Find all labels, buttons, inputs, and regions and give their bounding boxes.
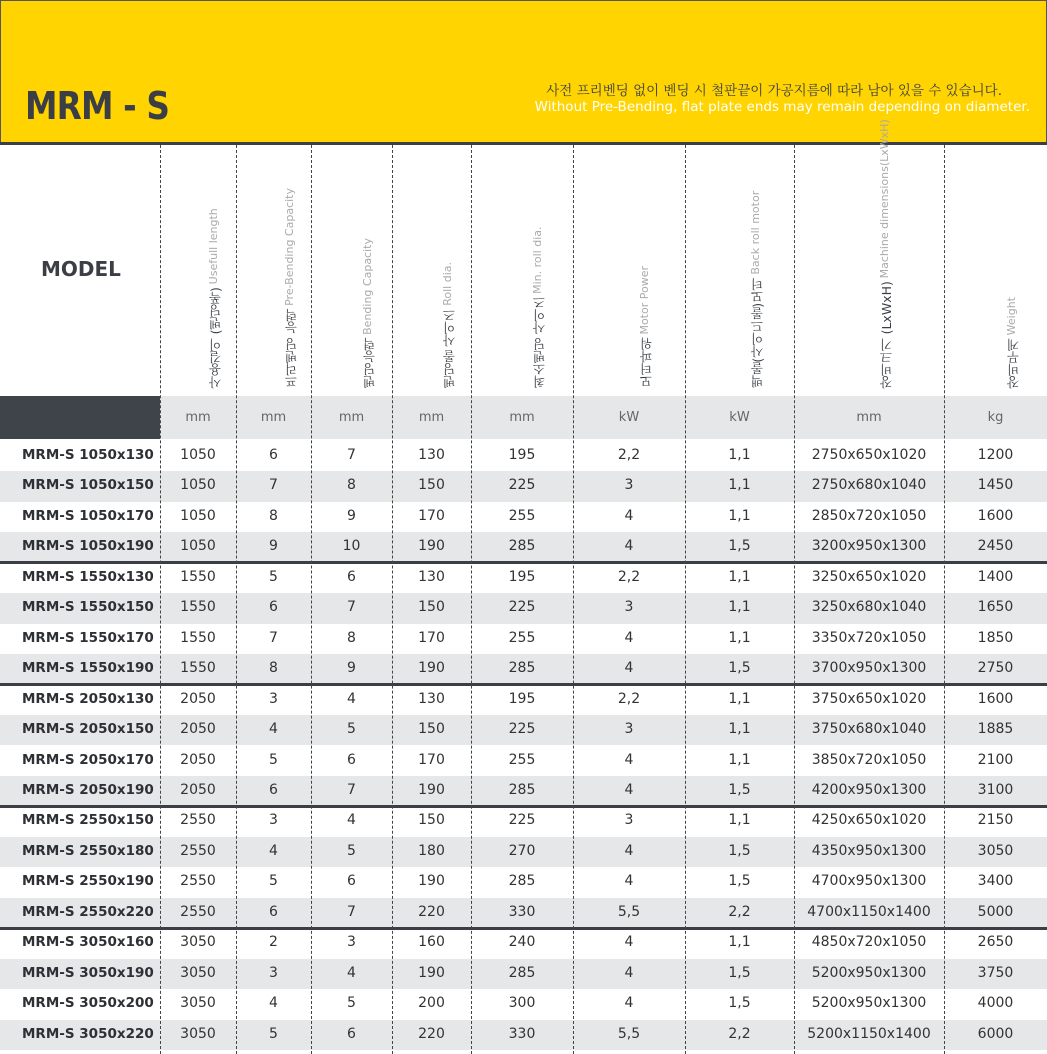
table-cell: 5 [347,995,356,1012]
table-cell: 4 [269,995,278,1012]
table-cell: 2750 [977,660,1014,677]
table-cell: 5200x1150x1400 [807,1025,931,1042]
table-cell: 3250x680x1040 [811,599,927,616]
table-cell: 2850x720x1050 [811,507,927,524]
table-cell: 9 [347,660,356,677]
table-row [0,502,1047,532]
table-cell: 5200x950x1300 [811,995,927,1012]
table-cell: 8 [347,477,356,494]
table-cell: 3700x950x1300 [811,660,927,677]
column-header-korean: 장비무게 [1005,338,1021,388]
table-row [0,654,1047,684]
table-cell: 170 [418,507,445,524]
model-name: MRM-S 3050x220 [22,1025,154,1042]
table-cell: 255 [508,751,536,768]
model-name: MRM-S 1050x170 [22,507,154,524]
table-cell: 3 [624,721,634,738]
table-cell: 240 [508,934,536,951]
model-name: MRM-S 2550x220 [22,903,154,920]
table-cell: 4 [624,995,634,1012]
table-cell: 1,1 [728,812,751,829]
model-name: MRM-S 1050x190 [22,538,154,555]
column-header-english: Machine dimensions(LxWxH) [878,118,891,278]
table-cell: 10 [342,538,361,555]
table-cell: 9 [347,507,356,524]
table-cell: 255 [508,507,536,524]
table-row [0,959,1047,989]
column-divider [685,145,686,1054]
column-divider [471,145,472,1054]
model-name: MRM-S 2050x130 [22,690,154,707]
table-cell: 1050 [180,538,216,555]
table-cell: 270 [508,842,536,859]
table-cell: 1,5 [728,995,751,1012]
table-cell: 1850 [977,629,1014,646]
table-cell: 4850x720x1050 [811,934,927,951]
model-column-header: MODEL [41,257,121,281]
table-cell: 6 [347,568,356,585]
table-cell: 285 [508,538,536,555]
table-cell: 5 [269,751,278,768]
column-header-label [878,119,896,388]
table-row [0,776,1047,806]
table-cell: 3850x720x1050 [811,751,927,768]
table-cell: 3050 [180,934,216,951]
table-cell: 3750 [977,964,1014,981]
table-cell: 300 [508,995,536,1012]
table-cell: 1,1 [728,751,751,768]
table-cell: 1,5 [728,781,751,798]
model-name: MRM-S 2550x190 [22,873,154,890]
table-cell: 2050 [180,721,216,738]
table-cell: 3050 [180,964,216,981]
unit-label: kW [729,410,750,425]
table-cell: 4 [624,538,634,555]
column-header-english: Min. roll dia. [531,226,544,294]
table-cell: 3050 [180,1025,216,1042]
column-header-label [441,262,459,388]
table-cell: 5000 [977,903,1014,920]
table-cell: 1,1 [728,477,751,494]
table-row [0,746,1047,776]
unit-label: mm [856,410,882,425]
table-cell: 6 [269,447,278,463]
model-name: MRM-S 3050x190 [22,964,154,981]
table-cell: 5,5 [617,1025,641,1042]
table-cell: 2150 [977,812,1014,829]
column-header-korean: 모터파워 [639,338,654,388]
table-cell: 170 [418,751,445,768]
table-cell: 4 [624,934,634,951]
table-cell: 1,1 [728,599,751,616]
column-header-label [531,226,549,388]
table-cell: 2100 [977,751,1014,768]
table-cell: 8 [347,629,356,646]
column-header [236,145,311,396]
model-name: MRM-S 1550x130 [22,568,154,585]
table-cell: 9 [269,538,278,555]
table-cell: 4 [269,721,278,738]
table-row [0,624,1047,654]
table-row [0,867,1047,897]
table-cell: 8 [269,507,278,524]
group-separator [0,683,1047,686]
table-cell: 5 [269,873,278,890]
table-cell: 2550 [180,903,216,920]
table-cell: 4 [624,781,634,798]
unit-row-model-cell [0,396,160,439]
group-separator [0,927,1047,930]
table-cell: 190 [418,660,445,677]
column-header-english: Usefull length [207,207,220,284]
table-cell: 2750x650x1020 [811,447,927,463]
table-cell: 2750x680x1040 [811,477,927,494]
table-cell: 150 [418,599,445,616]
table-cell: 190 [418,781,445,798]
table-cell: 4700x950x1300 [811,873,927,890]
table-cell: 1600 [977,690,1014,707]
column-header-korean: 벤딩롤 사이즈 [441,309,457,388]
column-header-korean: 최소벤딩 사이즈 [532,296,547,388]
table-cell: 180 [418,842,445,859]
table-cell: 2,2 [617,568,641,585]
column-header [685,145,794,396]
unit-label: kg [987,410,1004,425]
table-cell: 4 [624,507,634,524]
table-cell: 3750x650x1020 [811,690,927,707]
table-cell: 7 [269,629,278,646]
table-cell: 5200x950x1300 [811,964,927,981]
table-cell: 1550 [180,568,216,585]
column-header-english: Roll dia. [440,262,454,307]
table-cell: 195 [508,568,536,585]
unit-label: mm [185,410,211,425]
column-header-label [207,208,225,388]
table-cell: 7 [347,781,356,798]
table-cell: 2650 [977,934,1014,951]
table-row [0,928,1047,958]
table-cell: 8 [269,660,278,677]
column-header-english: Pre-Bending Capacity [282,188,296,307]
table-cell: 195 [508,690,536,707]
table-cell: 2050 [180,690,216,707]
table-cell: 285 [508,873,536,890]
column-divider [794,145,795,1054]
table-cell: 1200 [977,447,1014,463]
table-cell: 5,5 [617,903,641,920]
table-cell: 6 [269,781,278,798]
table-row [0,898,1047,928]
column-header [794,118,944,396]
column-header [573,145,685,396]
table-cell: 190 [418,538,445,555]
column-header [392,145,471,396]
table-cell: 3050 [977,842,1014,859]
table-cell: 4000 [977,995,1014,1012]
table-cell: 6 [347,751,356,768]
table-cell: 1600 [977,507,1014,524]
table-cell: 3 [269,812,278,829]
table-cell: 1,5 [728,964,751,981]
table-cell: 7 [347,903,356,920]
model-name: MRM-S 3050x160 [22,934,154,951]
model-name: MRM-S 1550x170 [22,629,154,646]
table-cell: 7 [347,599,356,616]
table-cell: 4 [624,842,634,859]
table-cell: 150 [418,812,445,829]
table-cell: 1,1 [728,629,751,646]
table-cell: 170 [418,629,445,646]
table-cell: 130 [418,447,445,463]
table-cell: 1885 [977,721,1014,738]
table-cell: 1,1 [728,568,751,585]
table-cell: 4 [624,629,634,646]
column-header-label [638,266,656,388]
column-header [471,145,573,396]
column-header-label [1005,297,1023,388]
table-cell: 5 [269,568,278,585]
table-cell: 1,1 [728,934,751,951]
table-cell: 190 [418,964,445,981]
column-header-label [749,191,767,388]
column-header-label [283,188,301,388]
column-header-english: Weight [1004,296,1018,335]
unit-label: mm [338,410,365,425]
table-row [0,1020,1047,1050]
unit-label: mm [509,410,535,425]
table-cell: 3 [269,690,278,707]
table-cell: 5 [347,842,356,859]
table-cell: 220 [418,903,445,920]
column-divider [944,145,945,1054]
unit-label: kW [618,410,640,425]
table-cell: 150 [418,477,445,494]
table-cell: 1050 [180,507,216,524]
note-korean: 사전 프리벤딩 없이 벤딩 시 철판끝이 가공지름에 따라 남아 있을 수 있습니다. [546,83,1002,99]
table-cell: 1,5 [728,873,751,890]
table-cell: 4 [347,812,356,829]
table-cell: 1,1 [728,447,751,463]
column-header-english: Bending Capacity [360,238,374,335]
table-cell: 4 [347,964,356,981]
column-divider [311,145,312,1054]
table-cell: 3 [624,812,634,829]
table-cell: 1050 [180,477,216,494]
column-header [311,145,392,396]
table-cell: 5 [269,1025,278,1042]
model-name: MRM-S 2550x180 [22,842,154,859]
table-cell: 225 [508,721,536,738]
table-cell: 2050 [180,751,216,768]
column-divider [573,145,574,1054]
table-cell: 6 [347,1025,356,1042]
table-row [0,593,1047,623]
table-cell: 3 [624,477,634,494]
table-cell: 2,2 [728,1025,751,1042]
table-cell: 6 [269,903,278,920]
table-cell: 5 [347,721,356,738]
table-cell: 6 [347,873,356,890]
table-cell: 2050 [180,781,216,798]
unit-row [0,396,1047,439]
table-cell: 225 [508,477,536,494]
model-name: MRM-S 1550x150 [22,599,154,616]
table-cell: 1650 [977,599,1014,616]
table-cell: 3 [269,964,278,981]
unit-label: mm [260,410,287,425]
model-name: MRM-S 1050x150 [22,477,154,494]
table-cell: 1450 [977,477,1014,494]
table-cell: 3750x680x1040 [811,721,927,738]
column-header [160,145,236,396]
table-cell: 3350x720x1050 [811,629,927,646]
table-cell: 225 [508,599,536,616]
table-cell: 1,5 [728,538,751,555]
table-cell: 4250x650x1020 [811,812,927,829]
table-cell: 200 [418,995,445,1012]
table-cell: 2,2 [617,690,641,707]
table-cell: 2450 [977,538,1014,555]
table-row [0,837,1047,867]
table-cell: 7 [347,447,356,463]
column-header-korean: 장비크기 (LxWxH) [879,280,894,388]
column-header [944,145,1047,396]
table-cell: 1400 [977,568,1014,585]
table-cell: 4200x950x1300 [811,781,927,798]
column-header-korean: 사용길이 (벤딩폭) [208,286,223,388]
model-name: MRM-S 2550x150 [22,812,154,829]
table-cell: 3 [347,934,356,951]
table-cell: 4 [624,751,634,768]
note-english: Without Pre-Bending, flat plate ends may remain depending on diameter. [534,99,1030,115]
table-cell: 220 [418,1025,445,1042]
table-cell: 1550 [180,599,216,616]
table-cell: 330 [508,1025,536,1042]
model-name: MRM-S 3050x200 [22,995,154,1012]
table-cell: 2550 [180,842,216,859]
model-name: MRM-S 2050x170 [22,751,154,768]
table-cell: 1,1 [728,721,751,738]
table-cell: 3100 [977,781,1014,798]
table-cell: 4 [269,842,278,859]
table-cell: 2550 [180,812,216,829]
table-row [0,441,1047,471]
table-row [0,563,1047,593]
table-cell: 2,2 [617,447,641,463]
table-cell: 285 [508,781,536,798]
table-cell: 225 [508,812,536,829]
table-cell: 285 [508,660,536,677]
table-cell: 3200x950x1300 [811,538,927,555]
column-header-english: Motor Power [638,266,651,335]
table-cell: 3400 [977,873,1014,890]
table-cell: 2550 [180,873,216,890]
table-cell: 6 [269,599,278,616]
table-cell: 4350x950x1300 [811,842,927,859]
column-divider [160,145,161,1054]
table-cell: 3 [624,599,634,616]
table-row [0,715,1047,745]
table-cell: 190 [418,873,445,890]
table-cell: 160 [418,934,445,951]
model-name: MRM-S 1550x190 [22,660,154,677]
table-cell: 1,1 [728,690,751,707]
table-cell: 1,5 [728,660,751,677]
table-row [0,685,1047,715]
group-separator [0,561,1047,564]
table-cell: 4 [624,873,634,890]
table-cell: 4 [347,690,356,707]
column-header-english: Back roll motor [748,191,762,276]
table-cell: 255 [508,629,536,646]
table-row [0,532,1047,562]
table-cell: 7 [269,477,278,494]
table-cell: 130 [418,568,445,585]
table-cell: 1550 [180,660,216,677]
column-header-korean: 백롤(사이드롤)모터 [749,278,765,388]
table-cell: 4 [624,964,634,981]
table-cell: 150 [418,721,445,738]
model-name: MRM-S 2050x150 [22,721,154,738]
table-cell: 1050 [180,447,216,463]
column-header-label [361,238,379,388]
column-divider [392,145,393,1054]
column-divider [236,145,237,1054]
model-name: MRM-S 2050x190 [22,781,154,798]
column-header-korean: 벤딩능력 [361,338,377,388]
table-cell: 285 [508,964,536,981]
model-name: MRM-S 1050x130 [22,447,154,463]
table-cell: 2,2 [728,903,751,920]
table-cell: 195 [508,447,536,463]
table-cell: 330 [508,903,536,920]
table-row [0,806,1047,836]
table-cell: 3250x650x1020 [811,568,927,585]
table-cell: 6000 [977,1025,1014,1042]
table-cell: 1,5 [728,842,751,859]
table-cell: 4 [624,660,634,677]
table-cell: 1550 [180,629,216,646]
column-header-korean: 프리벤딩 능력 [283,309,299,388]
table-row [0,989,1047,1019]
table-cell: 130 [418,690,445,707]
table-row [0,471,1047,501]
table-cell: 1,1 [728,507,751,524]
page-title: MRM - S [25,84,170,128]
group-separator [0,805,1047,808]
table-cell: 3050 [180,995,216,1012]
table-cell: 4700x1150x1400 [807,903,931,920]
table-cell: 2 [269,934,278,951]
unit-label: mm [418,410,445,425]
